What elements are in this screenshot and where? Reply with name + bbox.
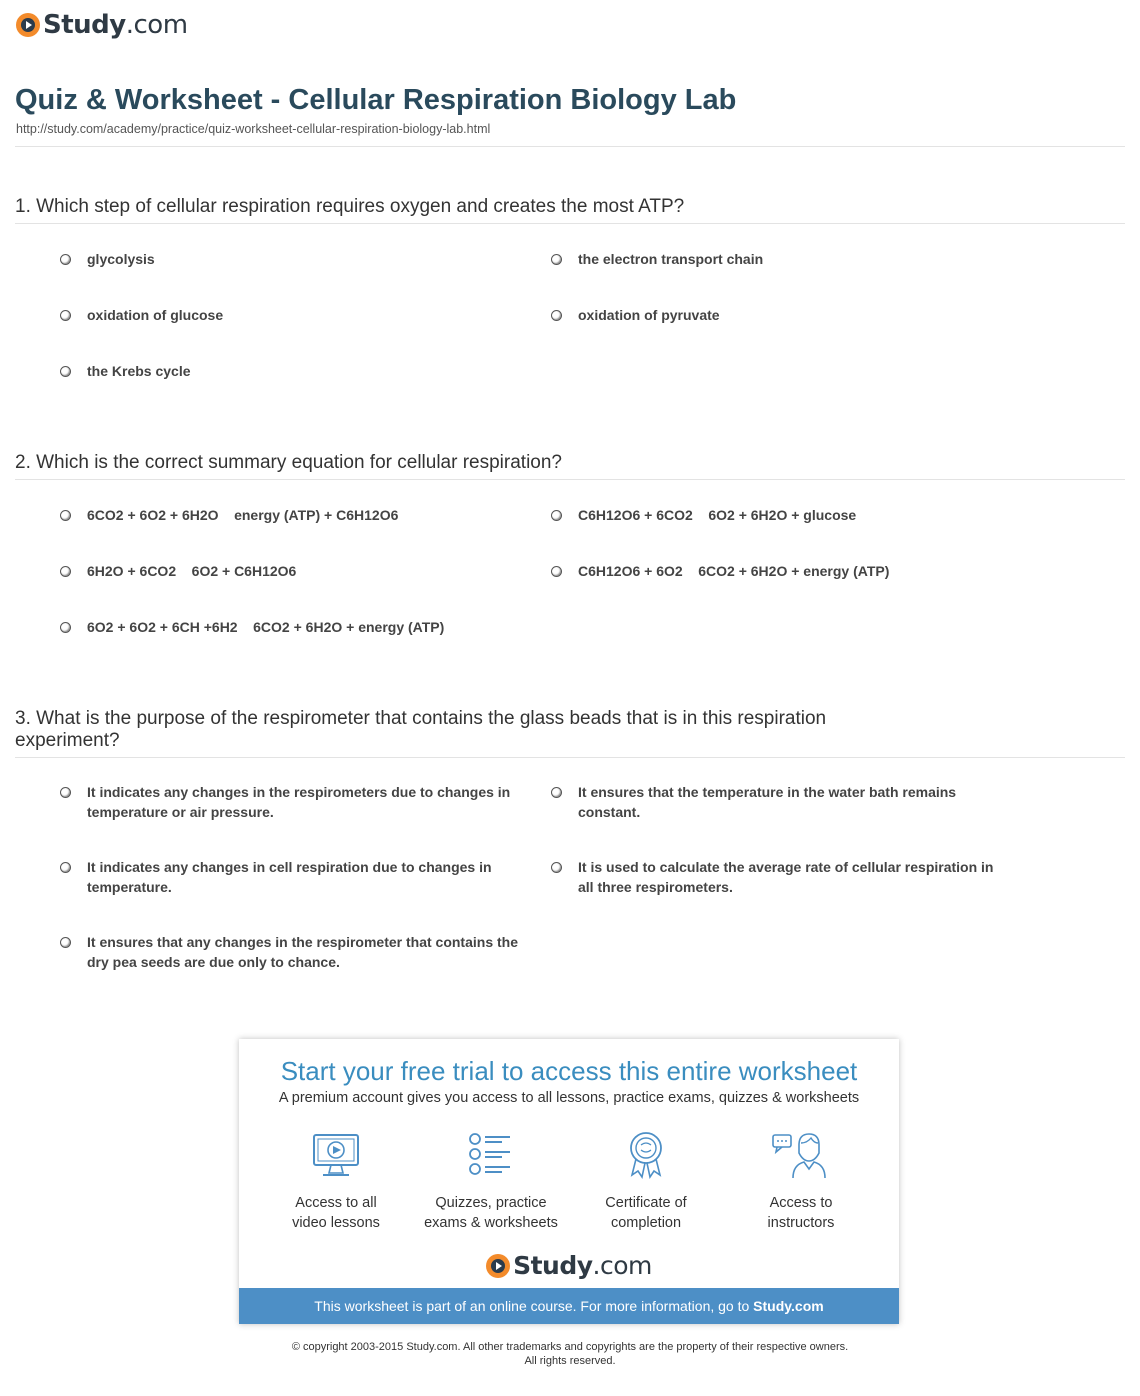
feature-label: Access to bbox=[769, 1195, 833, 1211]
logo-wordmark: Study.com bbox=[513, 1251, 652, 1280]
page-url: http://study.com/academy/practice/quiz-worksheet-cellular-respiration-biology-lab.html bbox=[16, 122, 491, 136]
feature-video-lessons bbox=[256, 1131, 416, 1233]
radio-button[interactable] bbox=[60, 622, 71, 633]
logo-wordmark: Study.com bbox=[43, 10, 188, 40]
question-3: 3. What is the purpose of the respirometer that contains the glass beads that is in this respiration experiment? bbox=[15, 708, 827, 751]
radio-button[interactable] bbox=[551, 510, 562, 521]
promo-subline: A premium account gives you access to all lessons, practice exams, quizzes & worksheets bbox=[278, 1090, 860, 1106]
question-1: 1. Which step of cellular respiration requires oxygen and creates the most ATP? bbox=[15, 196, 685, 217]
answer-option[interactable]: the Krebs cycle bbox=[60, 361, 500, 381]
answer-option[interactable]: oxidation of glucose bbox=[60, 305, 500, 325]
radio-button[interactable] bbox=[551, 566, 562, 577]
copyright-footer bbox=[0, 1340, 1140, 1368]
radio-button[interactable] bbox=[551, 254, 562, 265]
radio-button[interactable] bbox=[60, 366, 71, 377]
free-trial-promo bbox=[239, 1039, 899, 1324]
answer-option[interactable]: It indicates any changes in cell respiration due to changes in temperature. bbox=[60, 857, 535, 897]
divider bbox=[15, 223, 1125, 224]
feature-label: Access to all bbox=[295, 1195, 377, 1211]
video-lesson-icon bbox=[311, 1131, 361, 1179]
radio-button[interactable] bbox=[60, 310, 71, 321]
feature-label: exams & worksheets bbox=[424, 1215, 558, 1231]
divider bbox=[15, 757, 1125, 758]
course-info-bar bbox=[239, 1288, 899, 1324]
instructor-icon bbox=[771, 1131, 831, 1179]
answer-option[interactable]: 6H2O + 6CO2 6O2 + C6H12O6 bbox=[60, 561, 500, 581]
radio-button[interactable] bbox=[551, 310, 562, 321]
divider bbox=[15, 146, 1125, 147]
radio-button[interactable] bbox=[60, 566, 71, 577]
radio-button[interactable] bbox=[60, 254, 71, 265]
promo-headline[interactable]: Start your free trial to access this entire worksheet bbox=[280, 1056, 858, 1086]
copyright-line: © copyright 2003-2015 Study.com. All other trademarks and copyrights are the property of their respective owners. bbox=[291, 1341, 849, 1353]
promo-study-logo[interactable] bbox=[239, 1251, 899, 1280]
feature-label: Quizzes, practice bbox=[435, 1195, 547, 1211]
radio-button[interactable] bbox=[60, 510, 71, 521]
question-2: 2. Which is the correct summary equation for cellular respiration? bbox=[15, 452, 563, 473]
answer-option[interactable]: the electron transport chain bbox=[551, 249, 1011, 269]
certificate-icon bbox=[621, 1131, 671, 1179]
divider bbox=[15, 479, 1125, 480]
play-logo-icon bbox=[486, 1254, 510, 1278]
answer-option[interactable]: 6O2 + 6O2 + 6CH +6H2 6CO2 + 6H2O + energy (ATP) bbox=[60, 617, 500, 637]
radio-button[interactable] bbox=[551, 862, 562, 873]
feature-label: video lessons bbox=[292, 1215, 380, 1231]
feature-instructors bbox=[721, 1131, 881, 1233]
radio-button[interactable] bbox=[551, 787, 562, 798]
answer-option[interactable]: 6CO2 + 6O2 + 6H2O energy (ATP) + C6H12O6 bbox=[60, 505, 500, 525]
answer-option[interactable]: It indicates any changes in the respirometers due to changes in temperature or air pressure. bbox=[60, 782, 535, 822]
page-title: Quiz & Worksheet - Cellular Respiration Biology Lab bbox=[15, 84, 737, 116]
answer-option[interactable]: C6H12O6 + 6CO2 6O2 + 6H2O + glucose bbox=[551, 505, 1011, 525]
answer-option[interactable]: It ensures that any changes in the respirometer that contains the dry pea seeds are due only to chance. bbox=[60, 932, 535, 972]
radio-button[interactable] bbox=[60, 937, 71, 948]
study-logo[interactable] bbox=[16, 10, 188, 40]
feature-label: instructors bbox=[767, 1215, 835, 1231]
answer-option[interactable]: It is used to calculate the average rate of cellular respiration in all three respirometers. bbox=[551, 857, 1011, 897]
rights-line: All rights reserved. bbox=[524, 1355, 616, 1367]
quiz-list-icon bbox=[466, 1131, 516, 1179]
radio-button[interactable] bbox=[60, 862, 71, 873]
course-info-text: This worksheet is part of an online course. For more information, go to bbox=[314, 1298, 750, 1314]
feature-certificate bbox=[566, 1131, 726, 1233]
answer-option[interactable]: It ensures that the temperature in the water bath remains constant. bbox=[551, 782, 1011, 822]
feature-quizzes bbox=[411, 1131, 571, 1233]
answer-option[interactable]: C6H12O6 + 6O2 6CO2 + 6H2O + energy (ATP) bbox=[551, 561, 1011, 581]
answer-option[interactable]: glycolysis bbox=[60, 249, 500, 269]
feature-label: Certificate of bbox=[605, 1195, 687, 1211]
play-logo-icon bbox=[16, 13, 40, 37]
study-link[interactable]: Study.com bbox=[753, 1298, 824, 1314]
feature-label: completion bbox=[610, 1215, 682, 1231]
answer-option[interactable]: oxidation of pyruvate bbox=[551, 305, 1011, 325]
radio-button[interactable] bbox=[60, 787, 71, 798]
